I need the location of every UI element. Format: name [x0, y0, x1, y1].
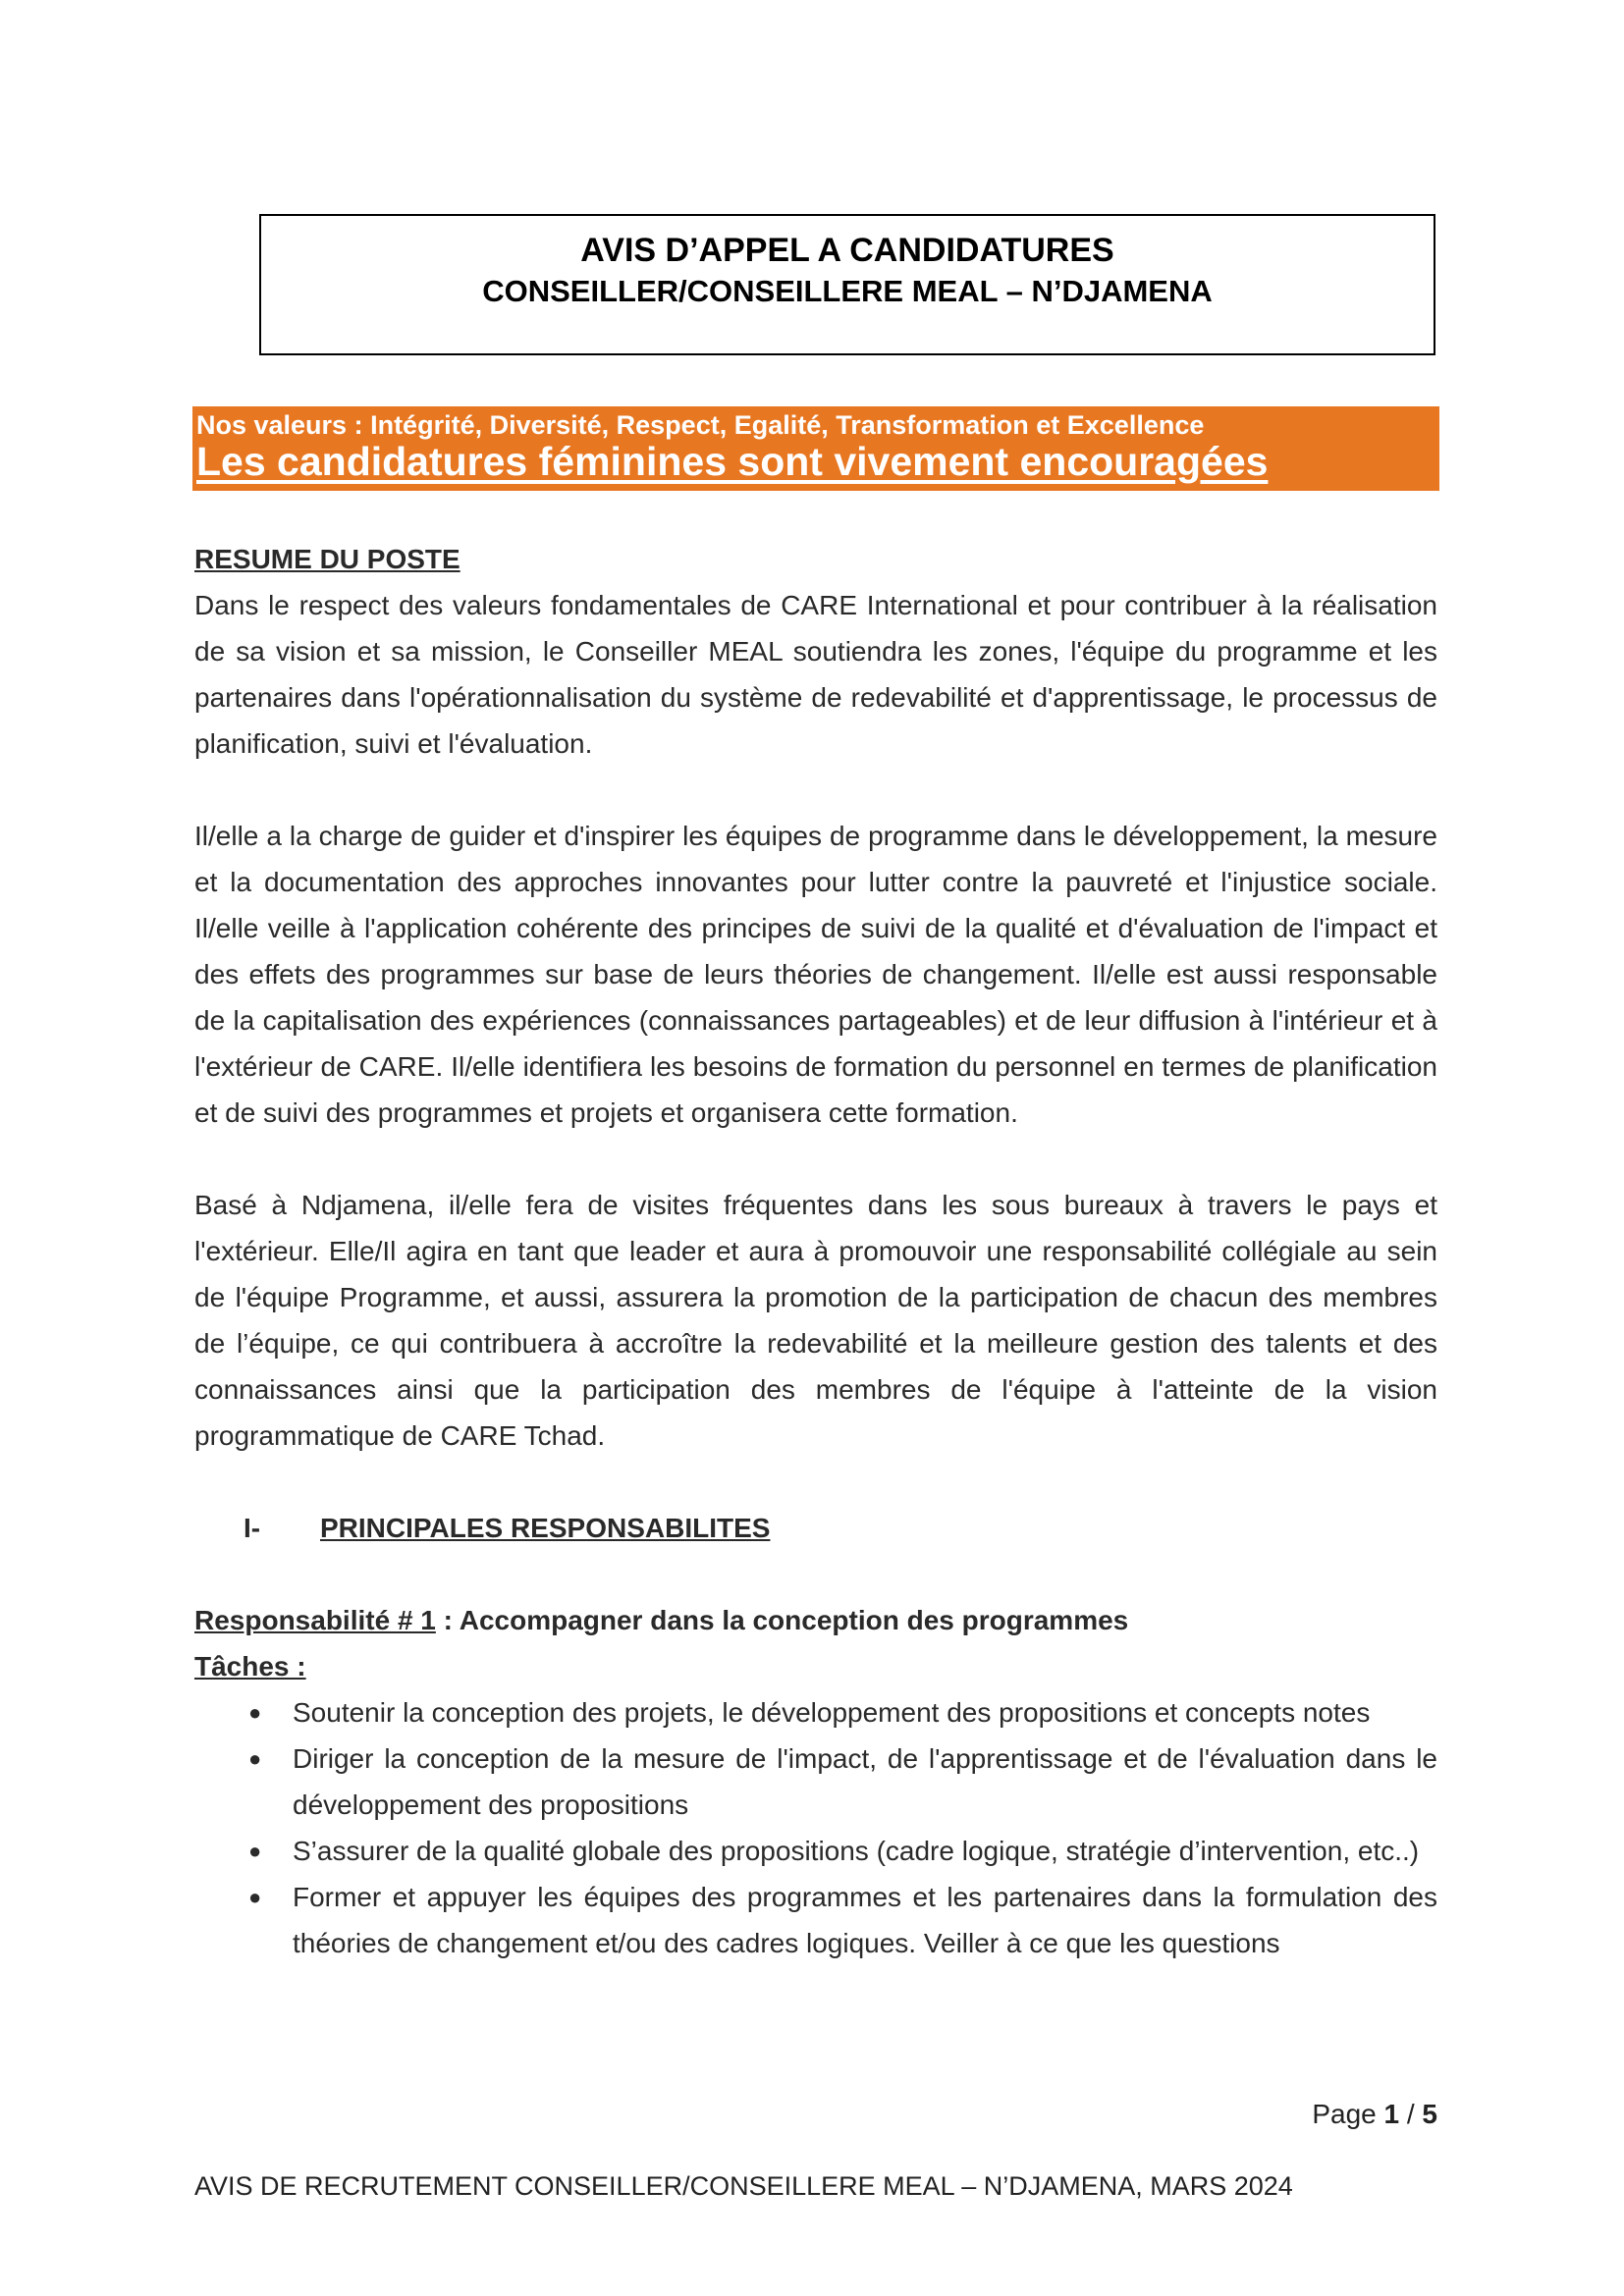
- task-list: [194, 1689, 1437, 1966]
- task-text: Former et appuyer les équipes des programmes et les partenaires dans la formulation des théories de changement et/ou des cadres logiques. Veiller à ce que les questions: [293, 1882, 1437, 1958]
- summary-paragraph-2: Il/elle a la charge de guider et d'inspirer les équipes de programme dans le développement, la mesure et la documentation des approches innovantes pour lutter contre la pauvreté et l'injustice sociale. Il/elle veille à l'application cohérente des principes de suivi de la qualité et d'évaluation de l'impact et des effets des programmes sur base de leurs théories de changement. Il/elle est aussi responsable de la capitalisation des expériences (connaissances partageables) et de leur diffusion à l'intérieur et à l'extérieur de CARE. Il/elle identifiera les besoins de formation du personnel en termes de planification et de suivi des programmes et projets et organisera cette formation.: [194, 821, 1437, 1128]
- list-item: [194, 1689, 1437, 1735]
- page-total: 5: [1422, 2099, 1437, 2129]
- page-current: 1: [1383, 2099, 1400, 2129]
- values-banner: [192, 406, 1439, 491]
- position-title: CONSEILLER/CONSEILLERE MEAL – N’DJAMENA: [482, 274, 1213, 308]
- summary-paragraph-3: Basé à Ndjamena, il/elle fera de visites fréquentes dans les sous bureaux à travers le pays et l'extérieur. Elle/Il agira en tant que leader et aura à promouvoir une responsabilité collégiale au sein de l'équipe Programme, et aussi, assurera la promotion de la participation de chacun des membres de l’équipe, ce qui contribuera à accroître la redevabilité et la meilleure gestion des talents et des connaissances ainsi que la participation des membres de l'équipe à l'atteinte de la vision programmatique de CARE Tchad.: [194, 1190, 1437, 1451]
- bullet-icon: ●: [248, 1700, 262, 1725]
- document-title: AVIS D’APPEL A CANDIDATURES: [580, 232, 1114, 269]
- responsibility-label: Responsabilité # 1: [194, 1605, 436, 1635]
- encouragement-text: Les candidatures féminines sont vivement encouragées: [196, 439, 1269, 484]
- values-text: Nos valeurs : Intégrité, Diversité, Respect, Egalité, Transformation et Excellence: [196, 410, 1205, 440]
- page-prefix: Page: [1312, 2099, 1384, 2129]
- summary-paragraph-1: Dans le respect des valeurs fondamentales de CARE International et pour contribuer à la réalisation de sa vision et sa mission, le Conseiller MEAL soutiendra les zones, l'équipe du programme et les partenaires dans l'opérationnalisation du système de redevabilité et d'apprentissage, le processus de planification, suivi et l'évaluation.: [194, 590, 1437, 759]
- document-body: [194, 536, 1437, 1966]
- list-item: [194, 1735, 1437, 1828]
- bullet-icon: ●: [248, 1746, 262, 1771]
- title-box: [259, 214, 1435, 355]
- task-text: Diriger la conception de la mesure de l'impact, de l'apprentissage et de l'évaluation dans le développement des propositions: [293, 1743, 1437, 1820]
- section-title: PRINCIPALES RESPONSABILITES: [320, 1513, 771, 1543]
- responsibility-title: : Accompagner dans la conception des programmes: [435, 1605, 1129, 1635]
- list-item: [194, 1828, 1437, 1874]
- page-number: [1312, 2099, 1437, 2130]
- summary-heading: RESUME DU POSTE: [194, 544, 460, 574]
- list-item: [194, 1874, 1437, 1966]
- task-text: S’assurer de la qualité globale des propositions (cadre logique, stratégie d’intervention, etc..): [293, 1836, 1420, 1866]
- bullet-icon: ●: [248, 1885, 262, 1909]
- section-number: I-: [244, 1513, 261, 1543]
- page-separator: /: [1399, 2099, 1423, 2129]
- section-heading: [194, 1505, 1437, 1551]
- bullet-icon: ●: [248, 1839, 262, 1863]
- task-text: Soutenir la conception des projets, le développement des propositions et concepts notes: [293, 1697, 1371, 1728]
- tasks-label: Tâches :: [194, 1651, 306, 1682]
- responsibility-heading: [194, 1597, 1437, 1643]
- page-footer: AVIS DE RECRUTEMENT CONSEILLER/CONSEILLERE MEAL – N’DJAMENA, MARS 2024: [194, 2171, 1293, 2201]
